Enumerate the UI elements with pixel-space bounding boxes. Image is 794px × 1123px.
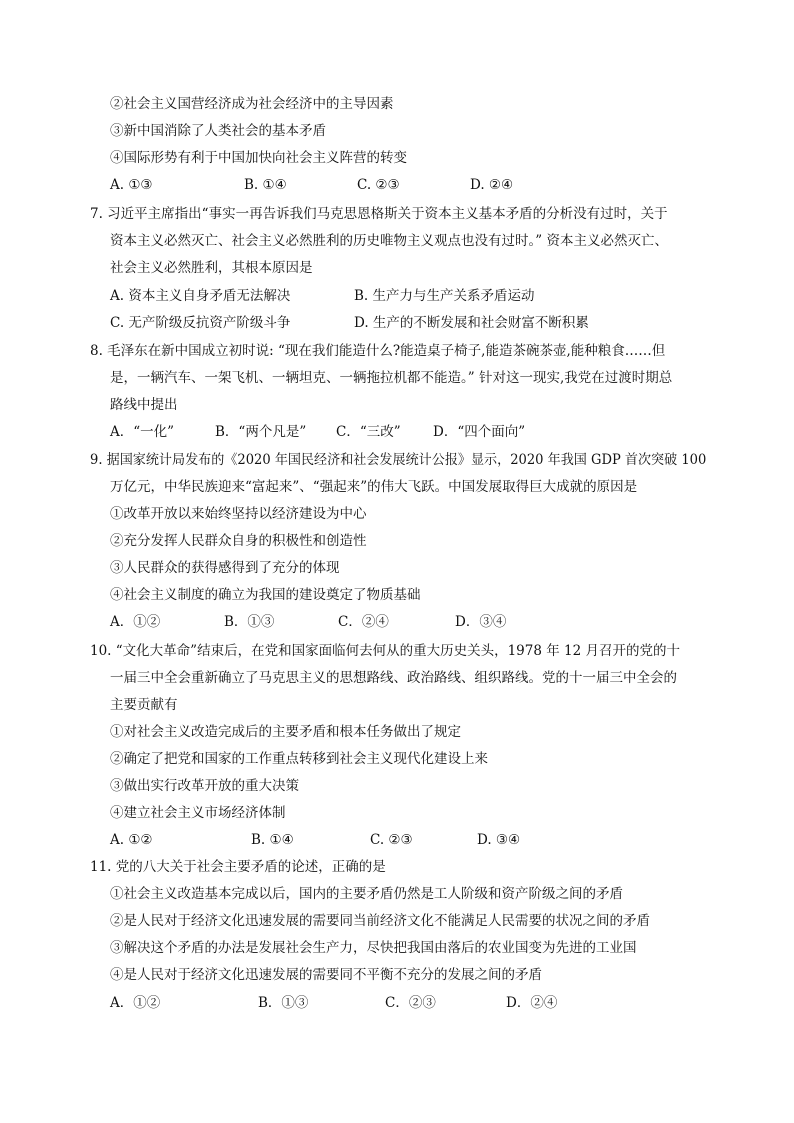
q10-stem-line-3: 主要贡献有 — [110, 697, 178, 713]
q11-item-3: ③解决这个矛盾的办法是发展社会生产力，尽快把我国由落后的农业国变为先进的工业国 — [110, 940, 637, 956]
q9-option-b[interactable]: B．①③ — [224, 614, 275, 630]
q9-item-2: ②充分发挥人民群众自身的积极性和创造性 — [110, 533, 367, 549]
q10-stem-line-2: 一届三中全会重新确立了马克思主义的思想路线、政治路线、组织路线。党的十一届三中全会的 — [110, 670, 677, 686]
q7-stem-line-3: 社会主义必然胜利，其根本原因是 — [110, 260, 313, 276]
q11-item-1: ①社会主义改造基本完成以后，国内的主要矛盾仍然是工人阶级和资产阶级之间的矛盾 — [110, 886, 623, 902]
q7-stem-line-1: 7. 习近平主席指出“事实一再告诉我们马克思恩格斯关于资本主义基本矛盾的分析没有过时，关于 — [90, 206, 668, 222]
q8-option-c[interactable]: C．“三改” — [336, 424, 401, 440]
q10-item-2: ②确定了把党和国家的工作重点转移到社会主义现代化建设上来 — [110, 751, 488, 767]
q8-option-b[interactable]: B．“两个凡是” — [215, 424, 307, 440]
q8-option-d[interactable]: D．“四个面向” — [433, 424, 526, 440]
q11-item-2: ②是人民对于经济文化迅速发展的需要同当前经济文化不能满足人民需要的状况之间的矛盾 — [110, 913, 650, 929]
q7-option-a[interactable]: A. 资本主义自身矛盾无法解决 — [110, 288, 291, 304]
q9-option-c[interactable]: C．②④ — [338, 614, 389, 630]
q8-stem-line-2: 是，一辆汽车、一架飞机、一辆坦克、一辆拖拉机都不能造。” 针对这一现实,我党在过渡时期总 — [110, 370, 673, 386]
q6-item-3: ③新中国消除了人类社会的基本矛盾 — [110, 123, 326, 139]
q9-stem-line-2: 万亿元，中华民族迎来“富起来”、“强起来”的伟大飞跃。中国发展取得巨大成就的原因是 — [110, 479, 638, 495]
q7-option-d[interactable]: D. 生产的不断发展和社会财富不断积累 — [354, 315, 589, 331]
q9-stem-line-1: 9. 据国家统计局发布的《2020 年国民经济和社会发展统计公报》显示，2020 年我国 GDP 首次突破 100 — [90, 452, 707, 468]
q8-option-a[interactable]: A．“一化” — [110, 424, 175, 440]
q6-item-4: ④国际形势有利于中国加快向社会主义阵营的转变 — [110, 150, 407, 166]
q8-stem-line-3: 路线中提出 — [110, 397, 178, 413]
q6-option-d[interactable]: D. ②④ — [470, 177, 514, 193]
q11-option-c[interactable]: C．②③ — [385, 995, 436, 1011]
q10-option-a[interactable]: A. ①② — [110, 832, 153, 848]
q7-option-b[interactable]: B. 生产力与生产关系矛盾运动 — [354, 288, 535, 304]
q10-item-3: ③做出实行改革开放的重大决策 — [110, 778, 299, 794]
q10-option-d[interactable]: D. ③④ — [477, 832, 521, 848]
q10-item-4: ④建立社会主义市场经济体制 — [110, 805, 286, 821]
q10-option-c[interactable]: C. ②③ — [370, 832, 413, 848]
q11-item-4: ④是人民对于经济文化迅速发展的需要同不平衡不充分的发展之间的矛盾 — [110, 967, 542, 983]
q6-option-b[interactable]: B. ①④ — [244, 177, 287, 193]
q6-option-c[interactable]: C. ②③ — [357, 177, 400, 193]
q9-item-1: ①改革开放以来始终坚持以经济建设为中心 — [110, 506, 367, 522]
q10-option-b[interactable]: B. ①④ — [251, 832, 294, 848]
q11-option-d[interactable]: D．②④ — [506, 995, 558, 1011]
q8-stem-line-1: 8. 毛泽东在新中国成立初时说: “现在我们能造什么?能造桌子椅子,能造茶碗茶壶,能种粮食……但 — [90, 343, 666, 359]
q10-stem-line-1: 10. “文化大革命”结束后，在党和国家面临何去何从的重大历史关头，1978 年 12 月召开的党的十 — [90, 643, 680, 659]
q9-item-4: ④社会主义制度的确立为我国的建设奠定了物质基础 — [110, 587, 421, 603]
q11-option-a[interactable]: A．①② — [110, 995, 161, 1011]
q10-item-1: ①对社会主义改造完成后的主要矛盾和根本任务做出了规定 — [110, 724, 461, 740]
q6-option-a[interactable]: A. ①③ — [110, 177, 153, 193]
q9-option-a[interactable]: A．①② — [110, 614, 161, 630]
q7-option-c[interactable]: C. 无产阶级反抗资产阶级斗争 — [110, 315, 291, 331]
q11-stem-line-1: 11. 党的八大关于社会主要矛盾的论述，正确的是 — [90, 859, 386, 875]
q9-option-d[interactable]: D．③④ — [455, 614, 507, 630]
q6-item-2: ②社会主义国营经济成为社会经济中的主导因素 — [110, 96, 394, 112]
q11-option-b[interactable]: B．①③ — [258, 995, 309, 1011]
q7-stem-line-2: 资本主义必然灭亡、社会主义必然胜利的历史唯物主义观点也没有过时。” 资本主义必然灭亡、 — [110, 233, 668, 249]
q9-item-3: ③人民群众的获得感得到了充分的体现 — [110, 560, 340, 576]
